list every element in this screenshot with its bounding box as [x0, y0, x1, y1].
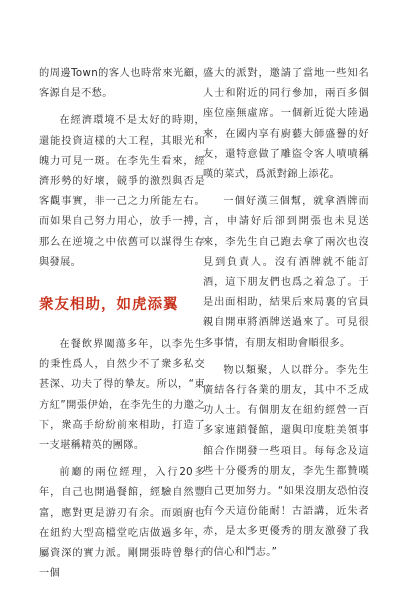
paragraph-friends: 物以類聚，人以群分。李先生廣結各行各業的朋友，其中不乏成功人士。有個朋友在紐約經營一百多家連鎖餐館，還與印度駐美領事館合作開發一些項目。每每念及這些十分優秀的朋友，李先生都贊嘆自己更加努力。“如果沒朋友恐怕沒有今天這份能耐！古語講，近朱者赤，是太多更優秀的朋友激發了我的信心和鬥志。”	[203, 364, 369, 558]
paragraph-continued-intro: 的周邊Town的客人也時常來光顧，客源自是不愁。	[39, 68, 205, 100]
section-heading: 衆友相助，如虎添翼	[39, 297, 179, 314]
paragraph-party: 盛大的派對，邀請了當地一些知名人士和附近的同行參加，兩百多個座位座無虛席。一個新近從大陸過來，在國内享有廚藝大師盛譽的好友，還特意做了雕盜令客人嘖嘖稱嘆的菜式，爲派對錦上添花。	[203, 68, 369, 181]
right-column	[203, 64, 369, 570]
paragraph-managers: 前廳的兩位經理，入行20多年，自己也開過餐館，經驗自然豐富，應對更是游刃有余。而頭廚也在紐約大型高檔堂吃店做過多年，屬資深的實力派。剛開張時曾舉行一個	[39, 467, 205, 580]
left-column	[39, 64, 205, 591]
paragraph-team: 在餐飲界闖蕩多年，以李先生的秉性爲人，自然少不了衆多私交甚深、功夫了得的摯友。所以，“東方紅”開張伊始，在李先生的力邀之下，衆高手紛紛前來相助，打造了一支堪稱精英的團隊。	[39, 339, 205, 452]
paragraph-investment: 在經濟環境不是太好的時期，還能投資這樣的大工程，其眼光和魄力可見一斑。在李先生看來，經濟形勢的好壞，競爭的激烈與否是客觀事實，非一己之力所能左右。而如果自己努力用心，放手一搏，那么在逆境之中依舊可以謀得生存與發展。	[39, 115, 205, 268]
paragraph-liquor-license: 一個好漢三個幫，就拿酒牌而言，申請好后卻到開張也未見送來，李先生自己跑去拿了兩次也沒見到負責人。沒有酒牌就不能訂酒，這下朋友們也爲之着急了。于是出面相助，結果后來局裏的官員親自開車將酒牌送過來了。可見很多事情，有朋友相助會順很多。	[203, 196, 369, 349]
